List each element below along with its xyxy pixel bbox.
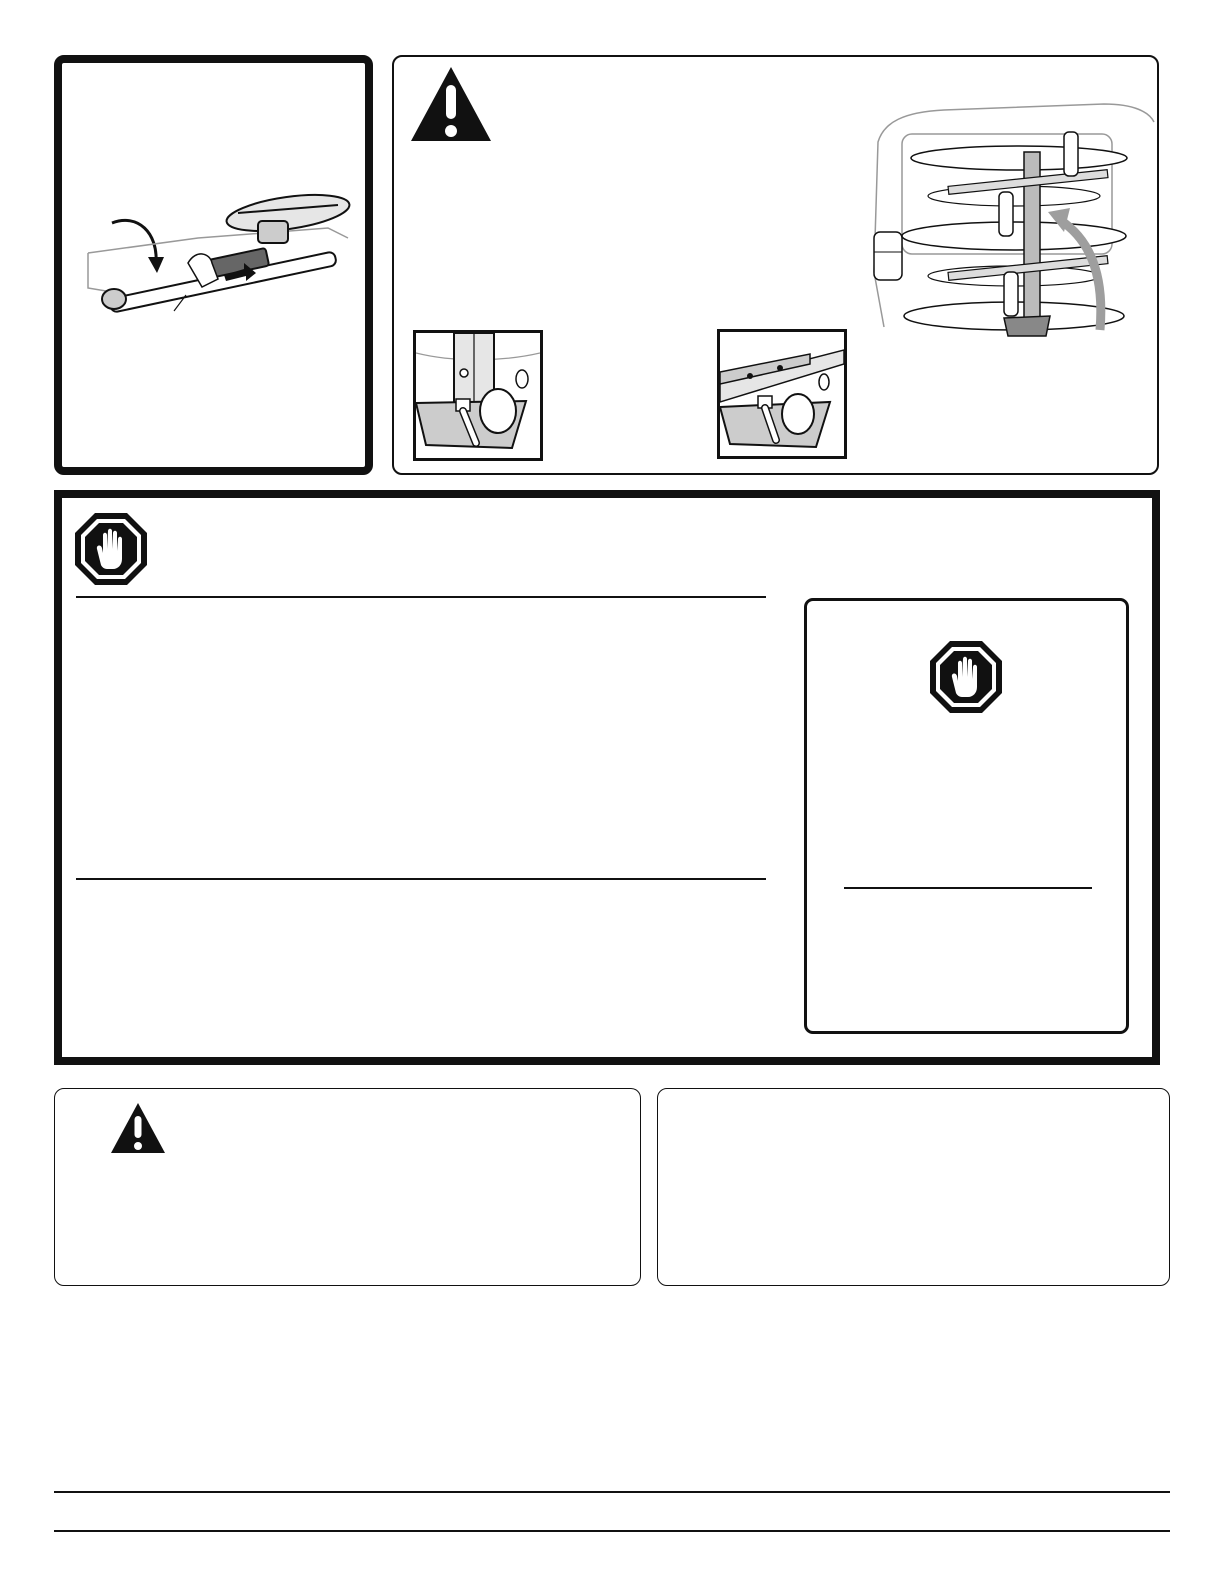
bottom-left-warning-box [54, 1088, 641, 1286]
crossbar-bolt-detail-icon [720, 332, 844, 456]
crossbar-slide-illustration-icon [78, 183, 358, 323]
warning-triangle-icon [409, 65, 493, 143]
detail-box-right [717, 329, 847, 459]
step-figure-panel [54, 55, 373, 475]
vehicle-rack-illustration-icon [864, 92, 1156, 342]
stop-hand-icon [73, 511, 149, 587]
warning-triangle-icon [109, 1101, 167, 1155]
sidebar-rule [844, 887, 1092, 889]
section-rule-top [76, 596, 766, 598]
pin-and-clip-detail-icon [416, 333, 540, 458]
detail-box-left [413, 330, 543, 461]
footer-rule-top [54, 1491, 1170, 1493]
stop-section [54, 490, 1160, 1065]
warning-panel [392, 55, 1159, 475]
stop-hand-icon [928, 639, 1004, 715]
section-rule-middle [76, 878, 766, 880]
footer-rule-bottom [54, 1530, 1170, 1532]
stop-sidebar-box [804, 598, 1129, 1034]
bottom-right-box [657, 1088, 1170, 1286]
